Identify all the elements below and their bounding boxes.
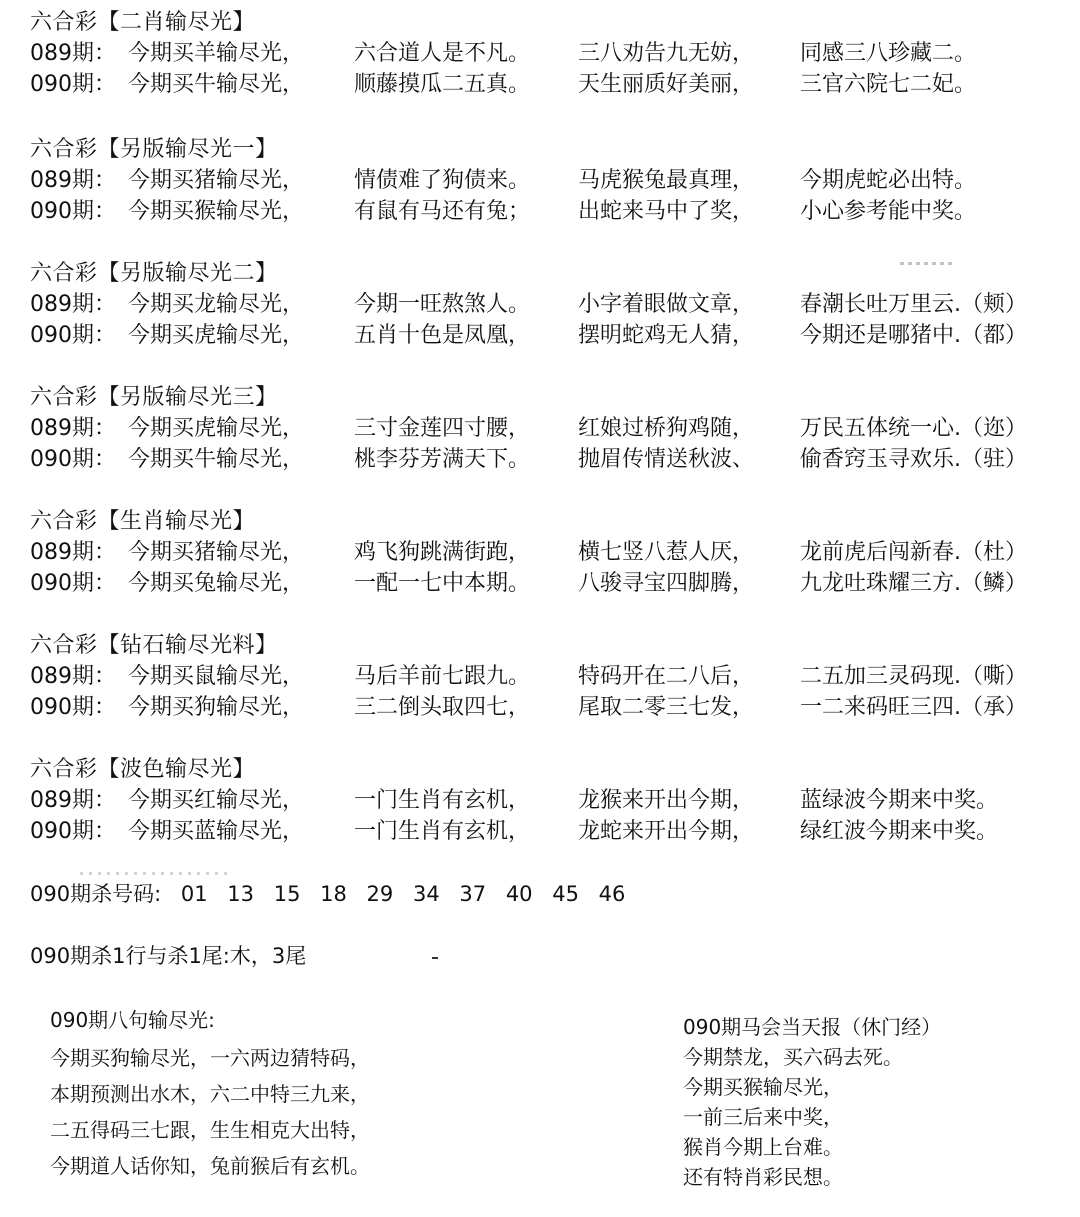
prediction-row (30, 537, 1075, 568)
prediction-row (30, 69, 1075, 100)
eight-lines-line: 今期道人话你知，兔前猴后有玄机。 (50, 1154, 370, 1178)
prediction-row (30, 413, 1075, 444)
kill-number: 34 (412, 882, 440, 906)
verse-part: 尾取二零三七发， (578, 695, 755, 720)
verse-part: 今期买兔输尽光， (128, 571, 305, 596)
scan-artifact (80, 872, 230, 875)
verse-part: 二五加三灵码现.（嘶） (800, 664, 1027, 689)
period-label: 090期： (30, 323, 116, 348)
prediction-row (30, 816, 1075, 847)
verse-part: 六合道人是不凡。 (354, 41, 531, 66)
section-bo-se (30, 755, 1075, 847)
verse-part: 今期买猪输尽光， (128, 168, 305, 193)
kill-number: 18 (320, 882, 347, 906)
prediction-row (30, 692, 1075, 723)
period-label: 089期： (30, 168, 116, 193)
scan-artifact (432, 957, 438, 959)
section-er-xiao (30, 8, 1075, 100)
verse-part: 今期买龙输尽光， (128, 292, 305, 317)
period-label: 089期： (30, 788, 116, 813)
kill-number: 15 (273, 882, 301, 906)
prediction-row (30, 196, 1075, 227)
verse-part: 横七竖八惹人厌， (578, 540, 755, 565)
horse-report-block (683, 1012, 941, 1192)
horse-report-title: 090期马会当天报（休门经） (683, 1015, 942, 1039)
verse-part: 今期买鼠输尽光， (128, 664, 305, 689)
verse-part: 八骏寻宝四脚腾， (578, 571, 755, 596)
period-label: 090期： (30, 695, 116, 720)
section-ling-ban-3 (30, 383, 1075, 475)
eight-lines-line: 今期买狗输尽光，一六两边猜特码， (50, 1046, 370, 1070)
verse-part: 万民五体统一心.（迩） (800, 416, 1027, 441)
section-title: 六合彩【另版输尽光三】 (30, 385, 278, 410)
verse-part: 今期一旺熬煞人。 (354, 292, 531, 317)
section-ling-ban-2 (30, 259, 1075, 351)
period-label: 089期： (30, 41, 116, 66)
verse-part: 有鼠有马还有兔； (354, 199, 531, 224)
verse-part: 今期虎蛇必出特。 (800, 168, 977, 193)
period-label: 089期： (30, 540, 116, 565)
horse-report-line: 还有特肖彩民想。 (683, 1165, 843, 1189)
verse-part: 一门生肖有玄机， (354, 819, 531, 844)
verse-part: 龙前虎后闯新春.（杜） (800, 540, 1027, 565)
kill-element-tail-line: 090期杀1行与杀1尾:木，3尾 (30, 944, 307, 968)
verse-part: 龙蛇来开出今期， (578, 819, 755, 844)
verse-part: 今期买羊输尽光， (128, 41, 305, 66)
kill-numbers-line (30, 880, 625, 908)
verse-part: 五肖十色是凤凰， (354, 323, 531, 348)
kill-number: 45 (552, 882, 579, 906)
section-title: 六合彩【波色输尽光】 (30, 757, 256, 782)
verse-part: 绿红波今期来中奖。 (800, 819, 999, 844)
verse-part: 今期买猴输尽光， (128, 199, 305, 224)
verse-part: 三八劝告九无妨， (578, 41, 755, 66)
verse-part: 马虎猴兔最真理， (578, 168, 755, 193)
eight-lines-title: 090期八句输尽光: (50, 1008, 215, 1032)
prediction-row (30, 661, 1075, 692)
kill-number: 37 (459, 882, 487, 906)
section-title: 六合彩【二肖输尽光】 (30, 10, 256, 35)
verse-part: 今期买红输尽光， (128, 788, 305, 813)
verse-part: 摆明蛇鸡无人猜， (578, 323, 755, 348)
verse-part: 今期还是哪猪中.（都） (800, 323, 1027, 348)
kill-number: 13 (227, 882, 255, 906)
horse-report-line: 今期禁龙，买六码去死。 (683, 1045, 903, 1069)
eight-lines-line: 二五得码三七跟，生生相克大出特， (50, 1118, 370, 1142)
verse-part: 出蛇来马中了奖， (578, 199, 755, 224)
verse-part: 三官六院七二妃。 (800, 72, 977, 97)
kill-number: 29 (366, 882, 394, 906)
kill-number: 46 (598, 882, 626, 906)
verse-part: 一二来码旺三四.（承） (800, 695, 1027, 720)
verse-part: 红娘过桥狗鸡随， (578, 416, 755, 441)
prediction-row (30, 785, 1075, 816)
verse-part: 桃李芬芳满天下。 (354, 447, 531, 472)
period-label: 090期： (30, 819, 116, 844)
period-label: 090期： (30, 199, 116, 224)
period-label: 090期： (30, 571, 116, 596)
verse-part: 鸡飞狗跳满街跑， (354, 540, 531, 565)
prediction-row (30, 38, 1075, 69)
verse-part: 今期买牛输尽光， (128, 447, 305, 472)
verse-part: 一门生肖有玄机， (354, 788, 531, 813)
period-label: 090期： (30, 447, 116, 472)
verse-part: 马后羊前七跟九。 (354, 664, 531, 689)
horse-report-line: 猴肖今期上台难。 (683, 1135, 843, 1159)
section-sheng-xiao (30, 507, 1075, 599)
period-label: 089期： (30, 416, 116, 441)
verse-part: 今期买虎输尽光， (128, 416, 305, 441)
prediction-row (30, 320, 1075, 351)
eight-lines-line: 本期预测出水木，六二中特三九来， (50, 1082, 370, 1106)
eight-lines-block (50, 1002, 370, 1184)
prediction-row (30, 165, 1075, 196)
horse-report-line: 一前三后来中奖， (683, 1105, 843, 1129)
verse-part: 同感三八珍藏二。 (800, 41, 977, 66)
verse-part: 今期买狗输尽光， (128, 695, 305, 720)
section-title: 六合彩【钻石输尽光料】 (30, 633, 278, 658)
verse-part: 蓝绿波今期来中奖。 (800, 788, 999, 813)
verse-part: 九龙吐珠耀三方.（鳞） (800, 571, 1027, 596)
section-ling-ban-1 (30, 135, 1075, 227)
verse-part: 三寸金莲四寸腰， (354, 416, 531, 441)
kill-number: 01 (180, 882, 208, 906)
verse-part: 小心参考能中奖。 (800, 199, 977, 224)
section-zuan-shi (30, 631, 1075, 723)
section-title: 六合彩【生肖输尽光】 (30, 509, 256, 534)
prediction-row (30, 568, 1075, 599)
verse-part: 抛眉传情送秋波、 (578, 447, 755, 472)
verse-part: 今期买蓝输尽光， (128, 819, 305, 844)
verse-part: 春潮长吐万里云.（颊） (800, 292, 1027, 317)
prediction-row (30, 289, 1075, 320)
verse-part: 今期买虎输尽光， (128, 323, 305, 348)
verse-part: 天生丽质好美丽， (578, 72, 755, 97)
verse-part: 情债难了狗债来。 (354, 168, 531, 193)
verse-part: 偷香窍玉寻欢乐.（驻） (800, 447, 1027, 472)
verse-part: 小字着眼做文章， (578, 292, 755, 317)
horse-report-line: 今期买猴输尽光， (683, 1075, 843, 1099)
verse-part: 今期买猪输尽光， (128, 540, 305, 565)
period-label: 090期： (30, 72, 116, 97)
kill-number: 40 (505, 882, 533, 906)
verse-part: 顺藤摸瓜二五真。 (354, 72, 531, 97)
verse-part: 三二倒头取四七， (354, 695, 531, 720)
verse-part: 一配一七中本期。 (354, 571, 531, 596)
section-title: 六合彩【另版输尽光二】 (30, 261, 278, 286)
period-label: 089期： (30, 664, 116, 689)
section-title: 六合彩【另版输尽光一】 (30, 137, 278, 162)
verse-part: 特码开在二八后， (578, 664, 755, 689)
verse-part: 龙猴来开出今期， (578, 788, 755, 813)
kill-numbers-label: 090期杀号码: (30, 882, 162, 906)
period-label: 089期： (30, 292, 116, 317)
prediction-row (30, 444, 1075, 475)
verse-part: 今期买牛输尽光， (128, 72, 305, 97)
